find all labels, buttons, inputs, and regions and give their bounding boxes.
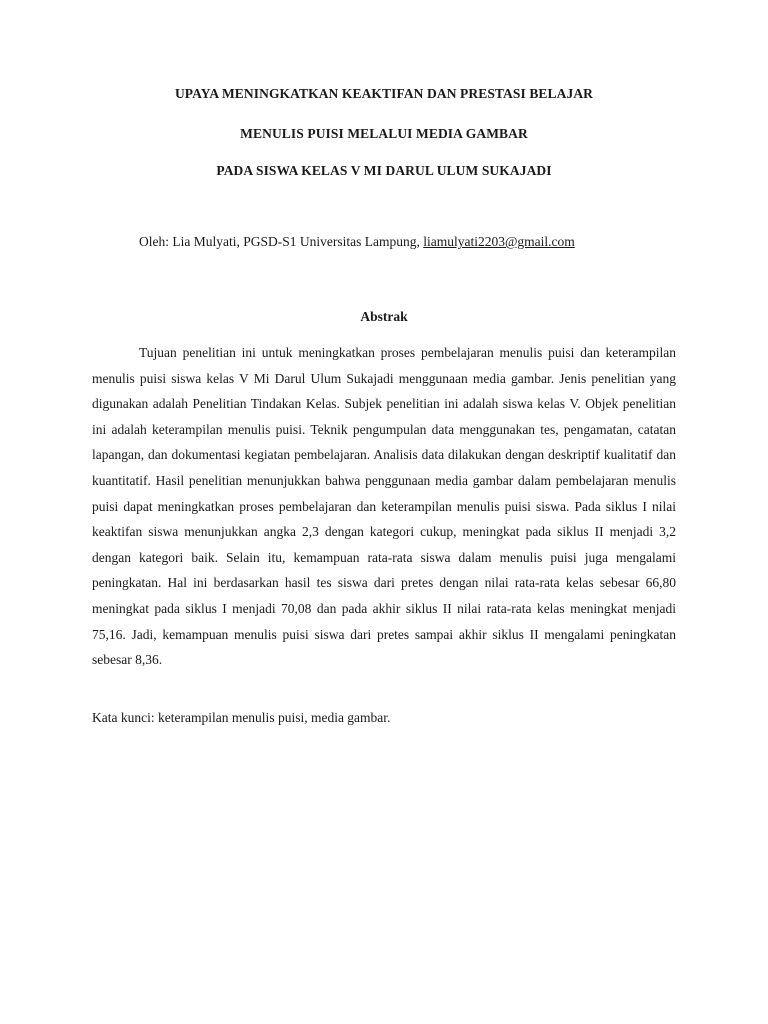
abstract-body: Tujuan penelitian ini untuk meningkatkan proses pembelajaran menulis puisi dan keterampilan menulis puisi siswa kelas V Mi Darul Ulum Sukajadi menggunaan media gambar. Jenis penelitian yang digunakan adalah Penelitian Tindakan Kelas. Subjek penelitian ini adalah siswa kelas V. Objek penelitian ini adalah keterampilan menulis puisi. Teknik pengumpulan data menggunakan tes, pengamatan, catatan lapangan, dan dokumentasi kegiatan pembelajaran. Analisis data dilakukan dengan deskriptif kualitatif dan kuantitatif. Hasil penelitian menunjukkan bahwa penggunaan media gambar dalam pembelajaran menulis puisi dapat meningkatkan proses pembelajaran dan keterampilan menulis puisi siswa. Pada siklus I nilai keaktifan siswa menunjukkan angka 2,3 dengan kategori cukup, meningkat pada siklus II menjadi 3,2 dengan kategori baik. Selain itu, kemampuan rata-rata siswa dalam menulis puisi juga mengalami peningkatan. Hal ini berdasarkan hasil tes siswa dari pretes dengan nilai rata-rata kelas sebesar 66,80 meningkat pada siklus I menjadi 70,08 dan pada akhir siklus II nilai rata-rata kelas meningkat menjadi 75,16. Jadi, kemampuan menulis puisi siswa dari pretes sampai akhir siklus II mengalami peningkatan sebesar 8,36. (92, 345, 676, 668)
author-info: Oleh: Lia Mulyati, PGSD-S1 Universitas Lampung, (139, 234, 424, 249)
title-line-3: PADA SISWA KELAS V MI DARUL ULUM SUKAJADI (216, 163, 552, 178)
author-line (139, 234, 575, 250)
abstract-heading: Abstrak (360, 309, 408, 324)
title-line-1: UPAYA MENINGKATKAN KEAKTIFAN DAN PRESTASI BELAJAR (174, 86, 594, 101)
title-line-2: MENULIS PUISI MELALUI MEDIA GAMBAR (240, 126, 528, 141)
keywords: Kata kunci: keterampilan menulis puisi, media gambar. (92, 710, 391, 725)
author-email-link[interactable]: liamulyati2203@gmail.com (423, 234, 575, 249)
